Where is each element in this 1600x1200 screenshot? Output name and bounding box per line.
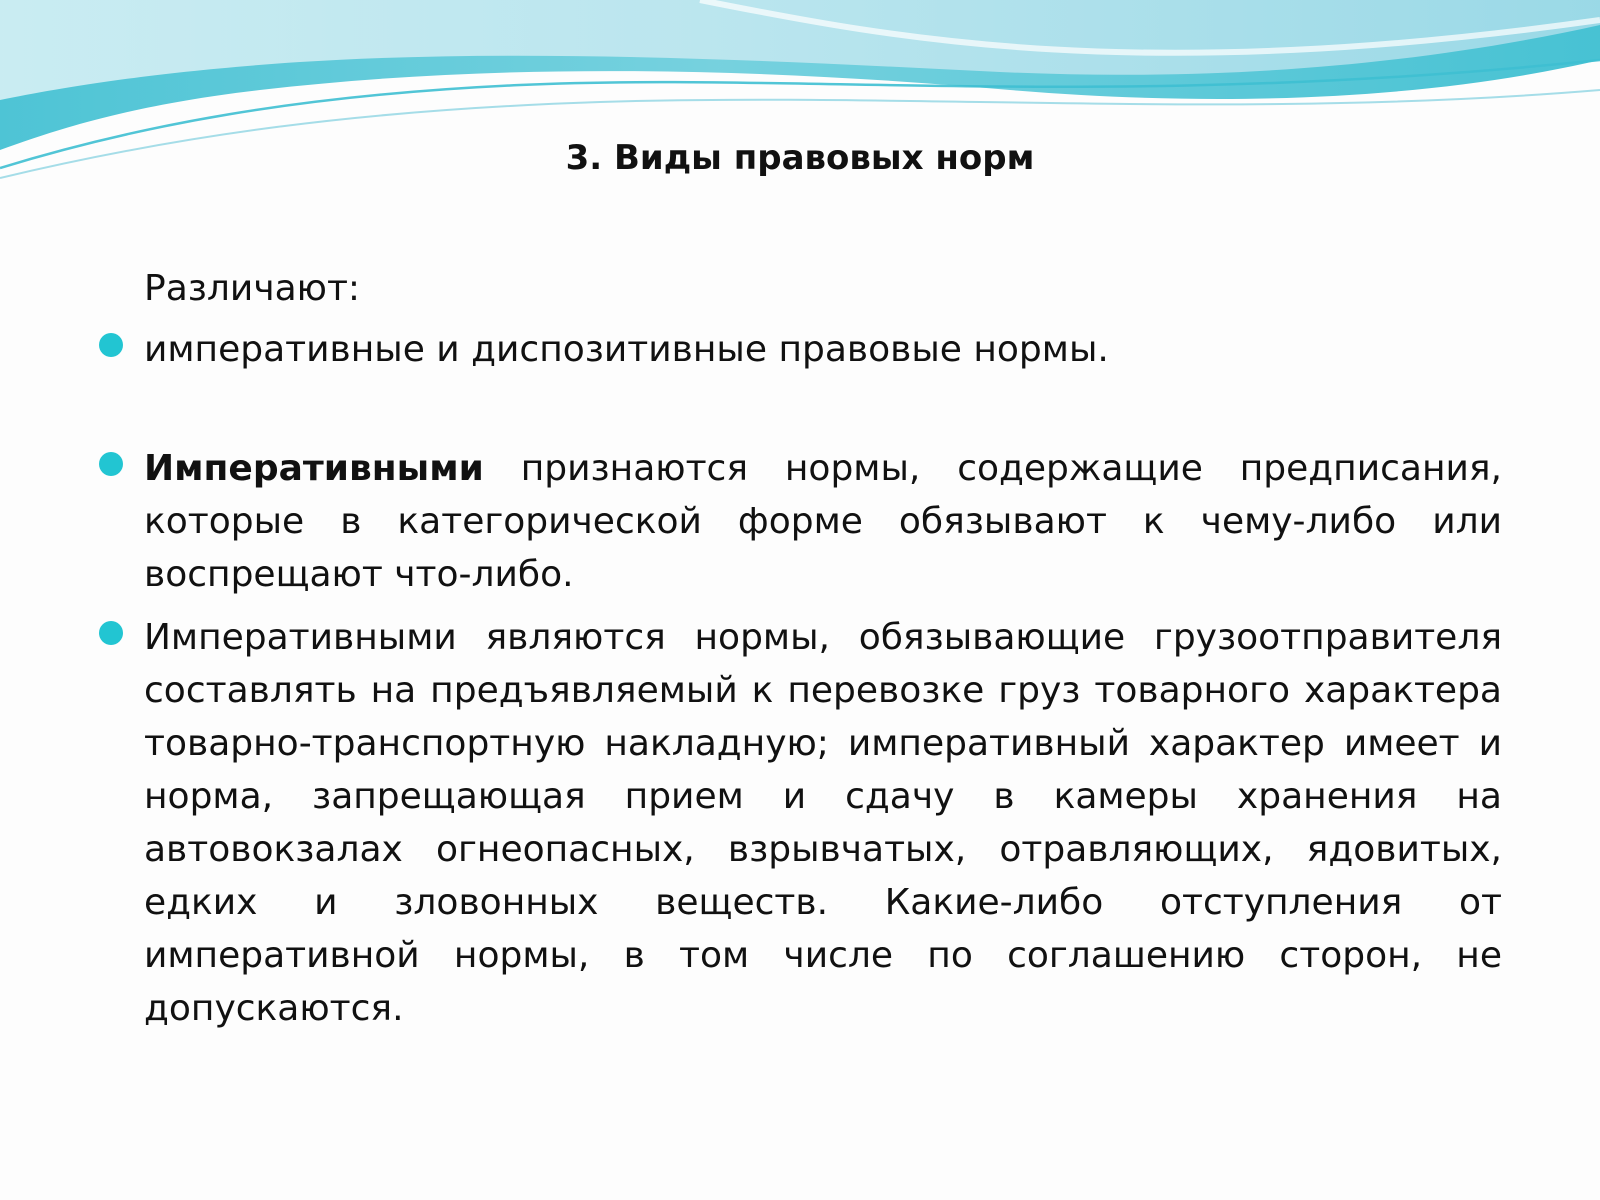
bullet-text: императивные и диспозитивные правовые нормы. bbox=[144, 329, 1109, 370]
bullet-item-3 bbox=[144, 611, 1502, 1035]
intro-text: Различают: bbox=[144, 268, 361, 309]
bullet-dot-icon bbox=[99, 452, 123, 476]
slide-title: 3. Виды правовых норм bbox=[565, 138, 1035, 178]
bullet-item-1 bbox=[144, 323, 1502, 376]
bullet-text: признаются нормы, содержащие предписания, которые в категорической форме обязывают к чему-либо или воспрещают что-либо. bbox=[144, 448, 1502, 595]
bullet-item-2 bbox=[144, 442, 1502, 601]
bullet-dot-icon bbox=[99, 333, 123, 357]
bullet-bold-term: Императивными bbox=[144, 448, 484, 489]
bullet-dot-icon bbox=[99, 621, 123, 645]
slide-content bbox=[144, 262, 1502, 1035]
bullet-text: Императивными являются нормы, обязывающие грузоотправителя составлять на предъявляемый к перевозке груз товарного характера товарно-транспортную накладную; императивный характер имеет и норма, запрещающая прием и сдачу в камеры хранения на автовокзалах огнеопасных, взрывчатых, отравляющих, ядовитых, едких и зловонных веществ. Какие-либо отступления от императивной нормы, в том числе по соглашению сторон, не допускаются. bbox=[144, 617, 1502, 1029]
